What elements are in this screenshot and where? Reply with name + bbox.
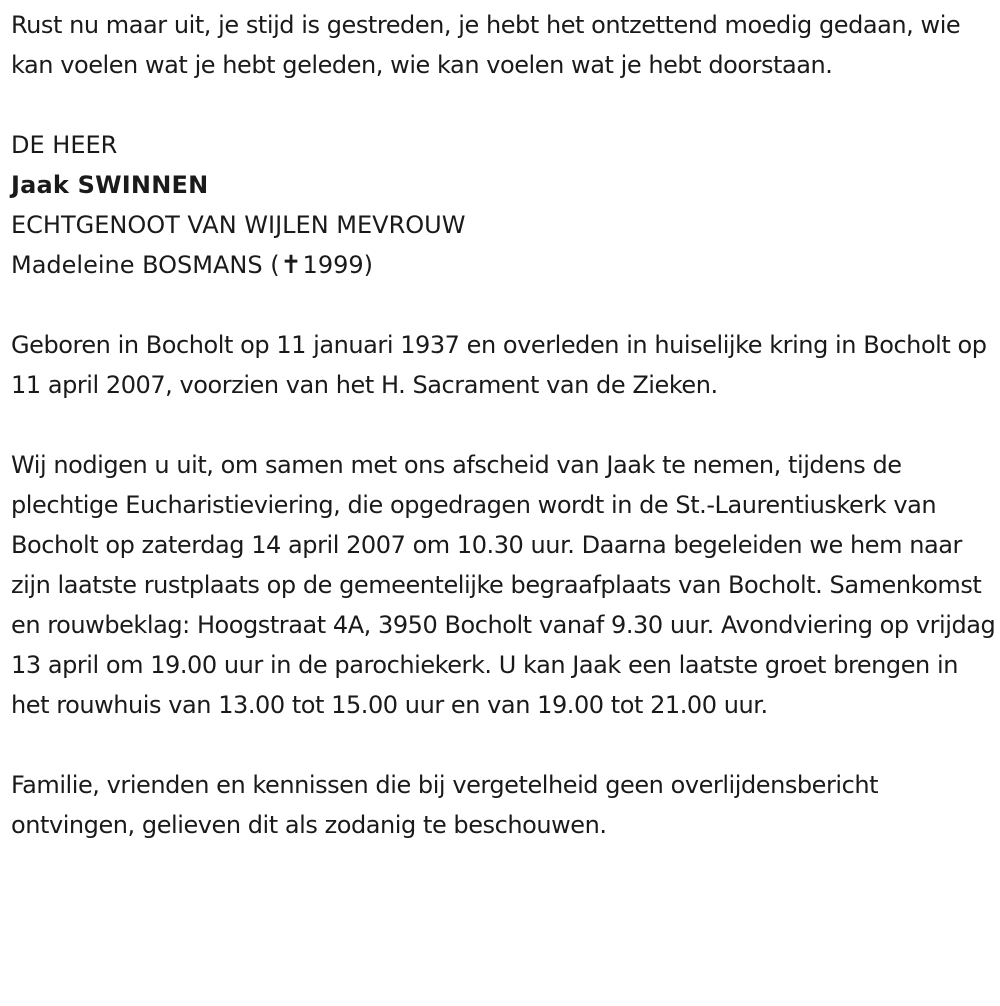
- birth-death-paragraph: Geboren in Bocholt op 11 januari 1937 en overleden in huiselijke kring in Bocholt op 11 april 2007, voorzien van het H. Sacrament van de Zieken.: [11, 331, 987, 399]
- honorific-title: DE HEER: [11, 131, 118, 159]
- death-notice: [11, 5, 996, 845]
- spacer: [11, 725, 996, 765]
- spacer: [11, 285, 996, 325]
- spacer: [11, 405, 996, 445]
- cross-icon: ✝: [280, 250, 302, 279]
- spouse-death-year: 1999): [302, 251, 373, 279]
- spouse-name: Madeleine BOSMANS (: [11, 251, 280, 279]
- memorial-verse: Rust nu maar uit, je stijd is gestreden, je hebt het ontzettend moedig gedaan, wie kan voelen wat je hebt geleden, wie kan voelen wat je hebt doorstaan.: [11, 11, 961, 79]
- spouse-line: [11, 245, 996, 285]
- spacer: [11, 85, 996, 125]
- deceased-name: Jaak SWINNEN: [11, 171, 209, 199]
- closing-paragraph: Familie, vrienden en kennissen die bij vergetelheid geen overlijdensbericht ontvingen, gelieven dit als zodanig te beschouwen.: [11, 771, 879, 839]
- funeral-invitation-paragraph: Wij nodigen u uit, om samen met ons afscheid van Jaak te nemen, tijdens de plechtige Eucharistieviering, die opgedragen wordt in de St.-Laurentiuskerk van Bocholt op zaterdag 14 april 2007 om 10.30 uur. Daarna begeleiden we hem naar zijn laatste rustplaats op de gemeentelijke begraafplaats van Bocholt. Samenkomst en rouwbeklag: Hoogstraat 4A, 3950 Bocholt vanaf 9.30 uur. Avondviering op vrijdag 13 april om 19.00 uur in de parochiekerk. U kan Jaak een laatste groet brengen in het rouwhuis van 13.00 tot 15.00 uur en van 19.00 tot 21.00 uur.: [11, 451, 996, 719]
- relation-line: ECHTGENOOT VAN WIJLEN MEVROUW: [11, 211, 466, 239]
